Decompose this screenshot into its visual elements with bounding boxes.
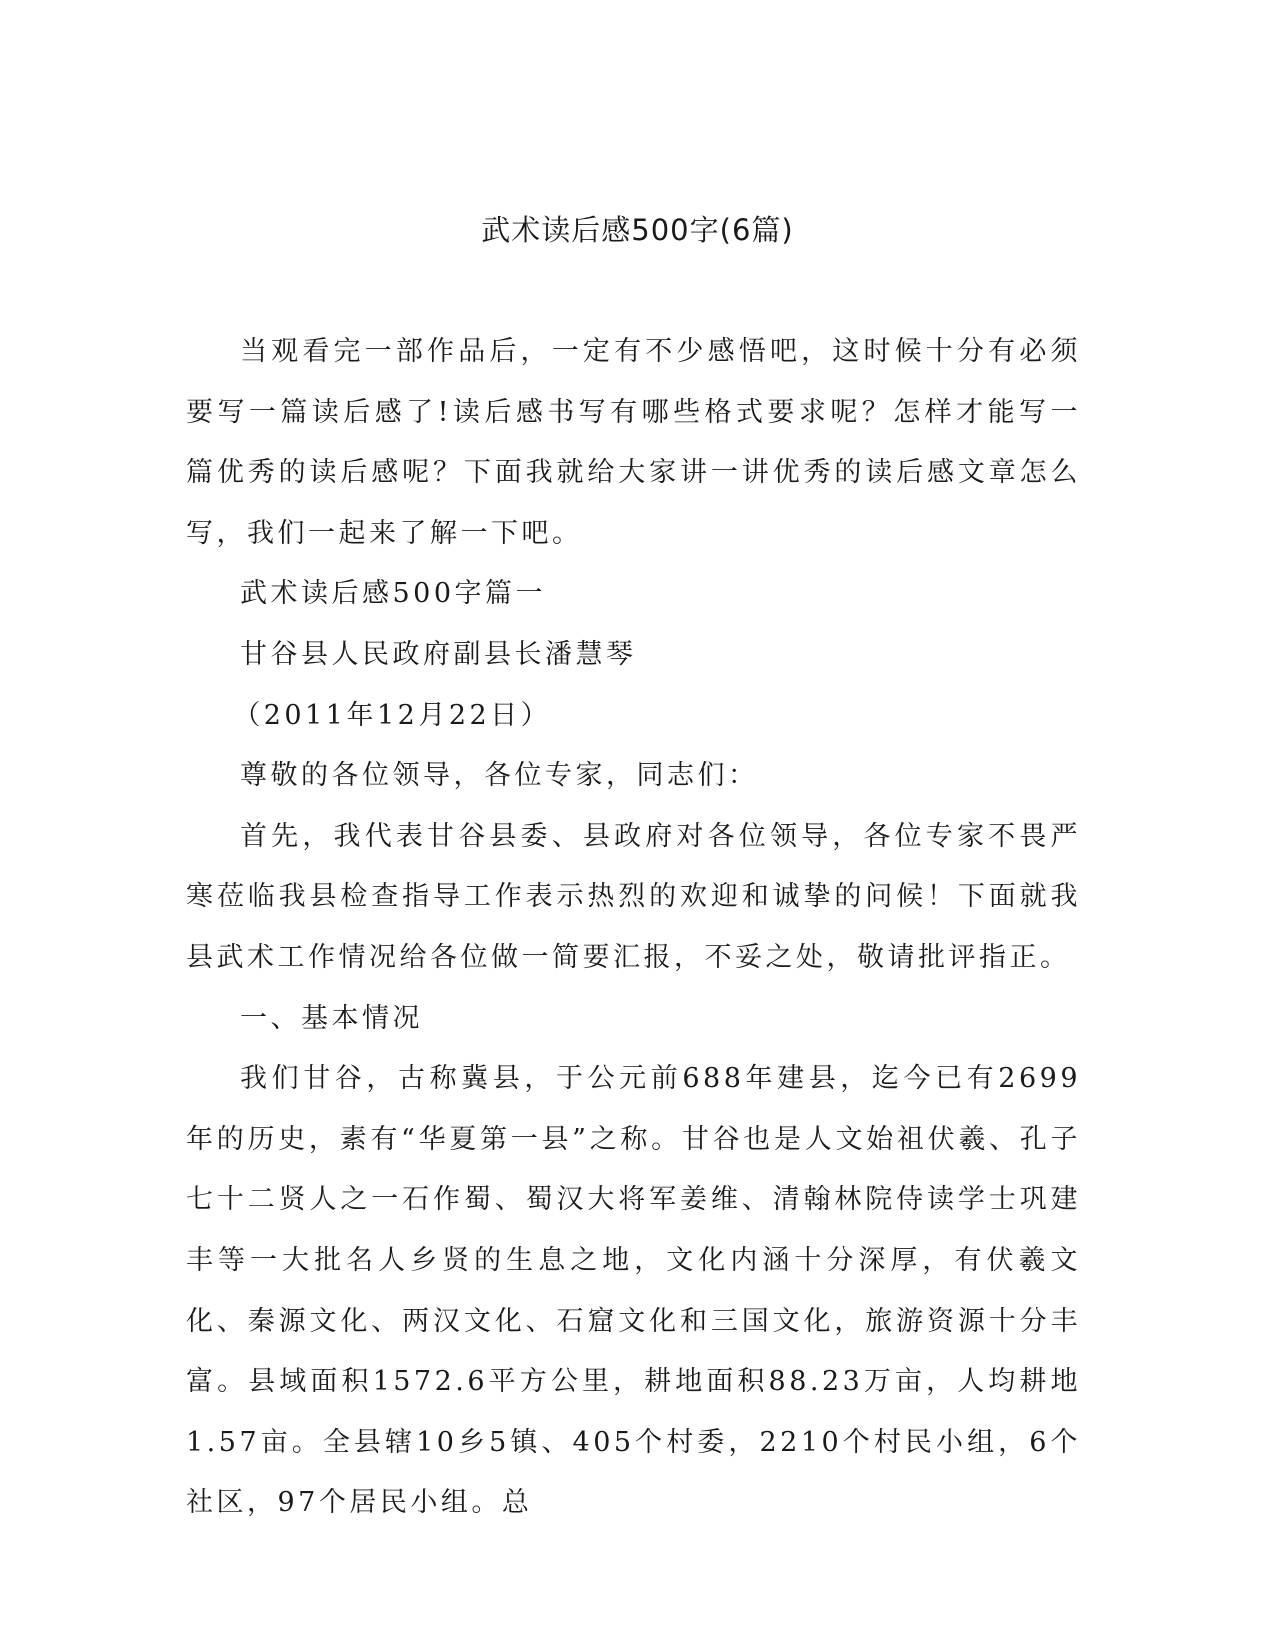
section-heading: 武术读后感500字篇一 — [240, 578, 547, 610]
background-paragraph: 我们甘谷，古称冀县，于公元前688年建县，迄今已有2699年的历史，素有“华夏第一县”之称。甘谷也是人文始祖伏羲、孔子七十二贤人之一石作蜀、蜀汉大将军姜维、清翰林院侍读学士巩建丰等一大批名人乡贤的生息之地，文化内涵十分深厚，有伏羲文化、秦源文化、两汉文化、石窟文化和三国文化，旅游资源十分丰富。县域面积1572.6平方公里，耕地面积88.23万亩，人均耕地1.57亩。全县辖10乡5镇、405个村委，2210个村民小组，6个社区，97个居民小组。总 — [186, 1063, 1081, 1519]
opening-paragraph: 首先，我代表甘谷县委、县政府对各位领导，各位专家不畏严寒莅临我县检查指导工作表示热烈的欢迎和诚挚的问候！下面就我县武术工作情况给各位做一简要汇报，不妥之处，敬请批评指正。 — [186, 820, 1081, 973]
date-line: （2011年12月22日） — [233, 699, 552, 731]
document-body — [186, 322, 1081, 1534]
author-line: 甘谷县人民政府副县长潘慧琴 — [240, 638, 637, 670]
intro-paragraph: 当观看完一部作品后，一定有不少感悟吧，这时候十分有必须要写一篇读后感了!读后感书写有哪些格式要求呢？怎样才能写一篇优秀的读后感呢？下面我就给大家讲一讲优秀的读后感文章怎么写，我们一起来了解一下吧。 — [186, 336, 1081, 549]
subsection-heading: 一、基本情况 — [240, 1002, 423, 1034]
document-title: 武术读后感500字(6篇) — [481, 213, 794, 247]
salutation-paragraph: 尊敬的各位领导，各位专家，同志们： — [240, 760, 759, 792]
